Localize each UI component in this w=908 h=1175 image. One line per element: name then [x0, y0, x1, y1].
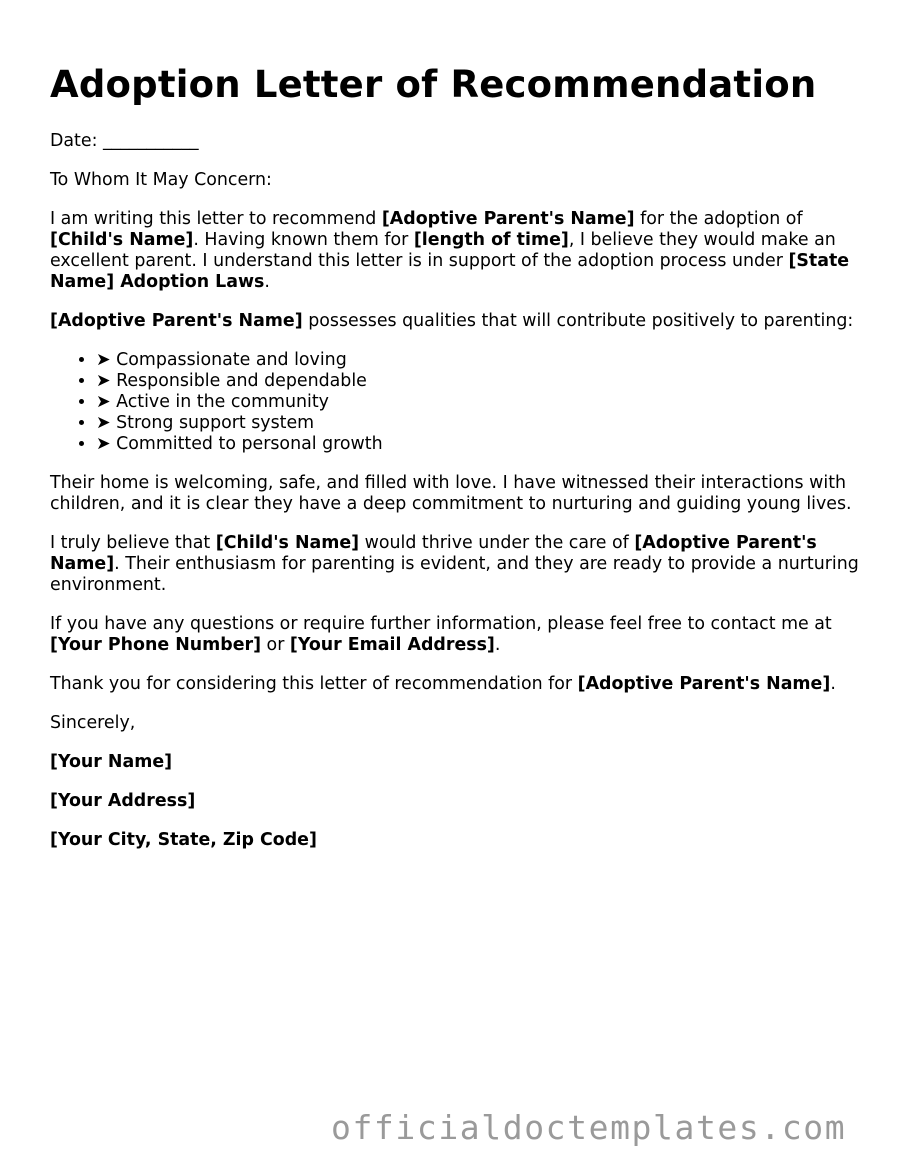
list-item: • ➤ Committed to personal growth	[96, 434, 862, 455]
signature-city: [Your City, State, Zip Code]	[50, 830, 317, 850]
placeholder-length-of-time: [length of time]	[413, 230, 569, 250]
text: . Their enthusiasm for parenting is evident, and they are ready to provide a nurturing environment.	[50, 554, 859, 595]
list-item: • ➤ Compassionate and loving	[96, 350, 862, 371]
placeholder-adoptive-parent-name: [Adoptive Parent's Name]	[381, 209, 635, 229]
paragraph-qualities-intro	[50, 311, 862, 332]
signature-address: [Your Address]	[50, 791, 196, 811]
text: If you have any questions or require further information, please feel free to contact me at	[50, 614, 832, 634]
placeholder-phone-number: [Your Phone Number]	[50, 635, 262, 655]
placeholder-adoptive-parent-name: [Adoptive Parent's Name]	[577, 674, 831, 694]
text: for the adoption of	[634, 209, 803, 229]
closing: Sincerely,	[50, 713, 136, 733]
text: . Having known them for	[193, 230, 414, 250]
text: or	[261, 635, 290, 655]
paragraph-belief	[50, 533, 862, 596]
text: I truly believe that	[50, 533, 216, 553]
paragraph-intro	[50, 209, 862, 293]
placeholder-child-name: [Child's Name]	[215, 533, 360, 553]
placeholder-state-adoption-laws: [State Name] Adoption Laws	[50, 251, 850, 292]
placeholder-child-name: [Child's Name]	[50, 230, 194, 250]
text: , I believe they would make an excellent parent. I understand this letter is in support of the adoption process under	[50, 230, 836, 271]
paragraph-home: Their home is welcoming, safe, and filled with love. I have witnessed their interactions with children, and it is clear they have a deep commitment to nurturing and guiding young lives.	[50, 473, 852, 514]
date-line: Date: ___________	[50, 131, 199, 151]
text: .	[494, 635, 501, 655]
signature-name: [Your Name]	[50, 752, 173, 772]
salutation: To Whom It May Concern:	[50, 170, 272, 190]
paragraph-contact	[50, 614, 862, 656]
qualities-list	[50, 350, 862, 455]
text: possesses qualities that will contribute positively to parenting:	[302, 311, 854, 331]
text: .	[830, 674, 836, 694]
text: .	[264, 272, 270, 292]
list-item: • ➤ Responsible and dependable	[96, 371, 862, 392]
placeholder-email-address: [Your Email Address]	[289, 635, 495, 655]
signature-block	[50, 752, 862, 851]
letter-body	[50, 131, 862, 869]
placeholder-adoptive-parent-name: [Adoptive Parent's Name]	[50, 533, 817, 574]
text: I am writing this letter to recommend	[50, 209, 382, 229]
text: would thrive under the care of	[359, 533, 635, 553]
placeholder-adoptive-parent-name: [Adoptive Parent's Name]	[50, 311, 303, 331]
list-item: • ➤ Active in the community	[96, 392, 862, 413]
list-item: • ➤ Strong support system	[96, 413, 862, 434]
document-title: Adoption Letter of Recommendation	[50, 63, 817, 106]
watermark: officialdoctemplates.com	[331, 1108, 847, 1147]
paragraph-thanks	[50, 674, 862, 695]
text: Thank you for considering this letter of recommendation for	[50, 674, 578, 694]
